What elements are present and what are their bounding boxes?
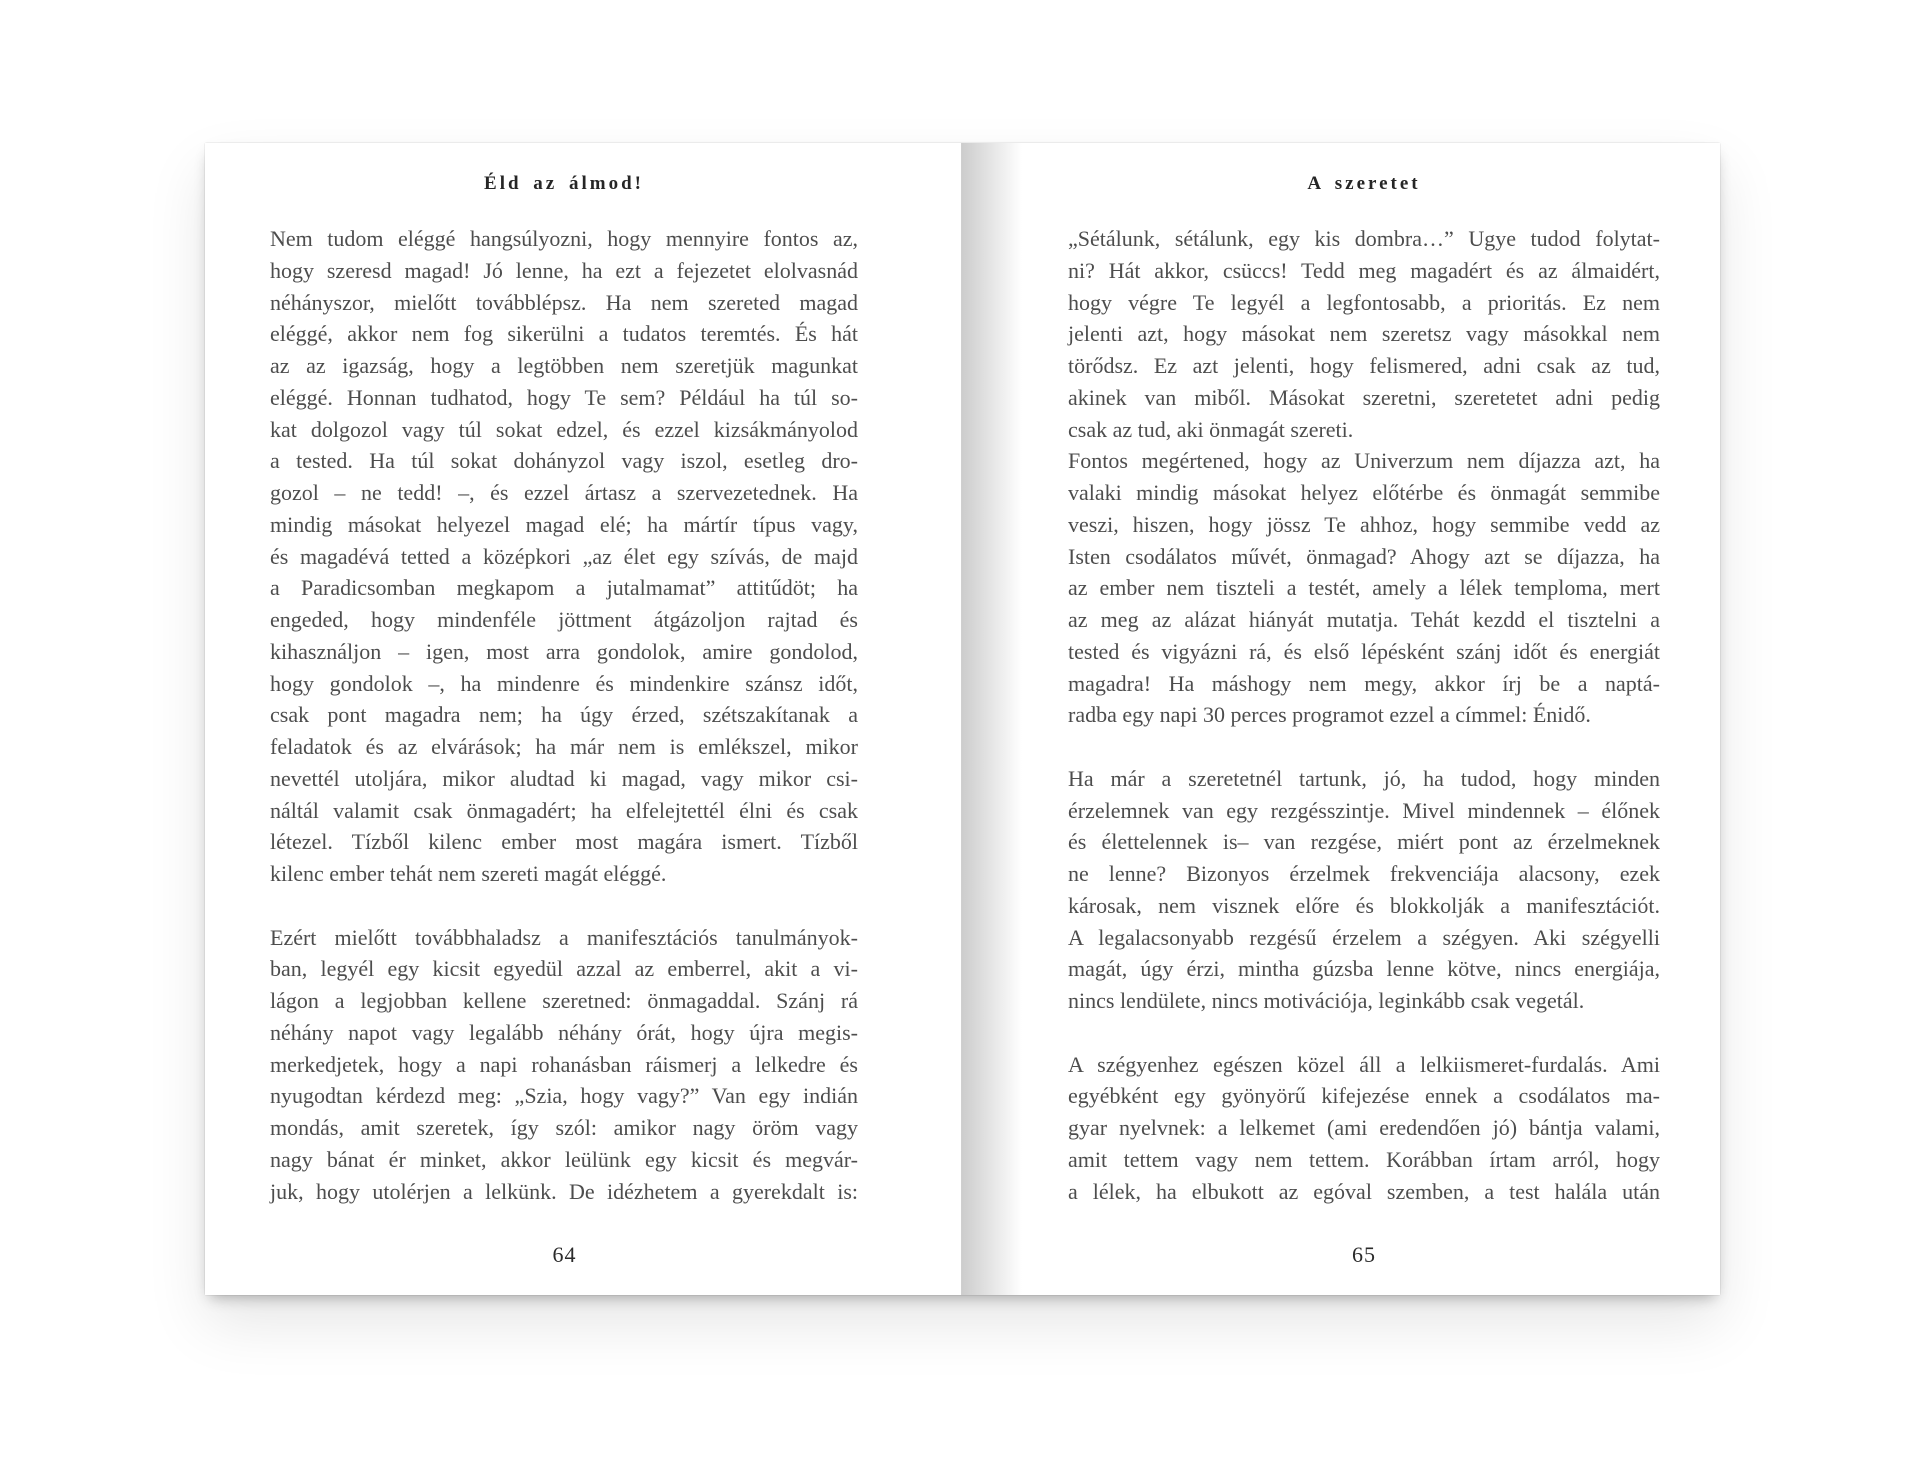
text-line: az meg az alázat hiányát mutatja. Tehát kezdd el tisztelni a: [1068, 607, 1660, 632]
text-line: A legalacsonyabb rezgésű érzelem a szégyen. Aki szégyelli: [1068, 924, 1660, 950]
paragraph: [270, 922, 858, 1208]
text-line: hogy gondolok –, ha mindenre és mindenkire szánsz időt,: [270, 670, 858, 696]
right-page-body: [1068, 223, 1660, 1207]
text-line: mindig másokat helyezel magad elé; ha mártír típus vagy,: [270, 511, 858, 537]
text-line: a lélek, ha elbukott az egóval szemben, a test halála után: [1068, 1178, 1660, 1204]
text-line: Fontos megértened, hogy az Univerzum nem díjazza azt, ha: [1068, 448, 1660, 474]
text-line: csak pont magadra nem; ha úgy érzed, szétszakítanak a: [270, 702, 858, 728]
left-page-number: 64: [552, 1242, 577, 1267]
text-line: Ha már a szeretetnél tartunk, jó, ha tudod, hogy minden: [1068, 765, 1660, 791]
text-line: radba egy napi 30 perces programot ezzel a címmel: Énidő.: [1068, 702, 1591, 728]
text-line: „Sétálunk, sétálunk, egy kis dombra…” Ugye tudod folytat-: [1068, 226, 1660, 251]
right-page-number: 65: [1352, 1242, 1376, 1267]
page-left: [205, 143, 962, 1295]
right-running-header: A szeretet: [1307, 173, 1421, 194]
page-right: [962, 143, 1720, 1295]
paragraph: [1068, 223, 1660, 445]
text-line: hogy végre Te legyél a legfontosabb, a prioritás. Ez nem: [1068, 289, 1660, 315]
paragraph: [1068, 445, 1660, 731]
text-line: és élettelennek is– van rezgése, miért pont az érzelmeknek: [1068, 829, 1660, 855]
text-line: nincs lendülete, nincs motivációja, leginkább csak vegetál.: [1068, 988, 1585, 1013]
text-line: az az igazság, hogy a legtöbben nem szeretjük magunkat: [270, 353, 858, 378]
text-line: néhány napot vagy legalább néhány órát, hogy újra megis-: [270, 1019, 858, 1045]
left-page-body: [270, 223, 858, 1207]
text-line: törődsz. Ez azt jelenti, hogy felismered, adni csak az tud,: [1068, 353, 1660, 378]
paragraph: [270, 223, 858, 890]
text-line: juk, hogy utolérjen a lelkünk. De idézhetem a gyerekdalt is:: [270, 1178, 858, 1204]
text-line: a Paradicsomban megkapom a jutalmamat” attitűdöt; ha: [270, 575, 858, 601]
paragraph: [1068, 1049, 1660, 1208]
text-line: kat dolgozol vagy túl sokat edzel, és ezzel kizsákmányolod: [270, 416, 858, 442]
text-line: gozol – ne tedd! –, és ezzel ártasz a szervezetednek. Ha: [270, 480, 858, 505]
text-line: tested és vigyázni rá, és első lépésként szánj időt és energiát: [1068, 638, 1660, 664]
text-line: nagy bánat ér minket, akkor leülünk egy kicsit és megvár-: [270, 1146, 858, 1172]
text-line: kihasználjon – igen, most arra gondolok, amire gondolod,: [270, 638, 858, 664]
text-line: amit tettem vagy nem tettem. Korábban írtam arról, hogy: [1068, 1146, 1660, 1172]
text-line: A szégyenhez egészen közel áll a lelkiismeret-furdalás. Ami: [1068, 1051, 1660, 1077]
text-line: engeded, hogy mindenféle jöttment átgázoljon rajtad és: [270, 607, 858, 632]
text-line: gyar nyelvnek: a lelkemet (ami eredendően jó) bántja valami,: [1068, 1115, 1660, 1140]
text-line: veszi, hiszen, hogy jössz Te ahhoz, hogy semmibe vedd az: [1068, 511, 1660, 537]
text-line: csak az tud, aki önmagát szereti.: [1068, 416, 1354, 442]
book-spread: [205, 143, 1720, 1295]
text-line: eléggé. Honnan tudhatod, hogy Te sem? Például ha túl so-: [270, 384, 858, 410]
text-line: mondás, amit szeretek, így szól: amikor nagy öröm vagy: [270, 1115, 858, 1140]
text-line: merkedjetek, hogy a napi rohanásban ráismerj a lelkedre és: [270, 1051, 858, 1077]
text-line: ni? Hát akkor, csüccs! Tedd meg magadért és az álmaidért,: [1068, 257, 1660, 283]
text-line: lágon a legjobban kellene szeretned: önmagaddal. Szánj rá: [270, 988, 858, 1013]
text-line: károsak, nem visznek előre és blokkolják a manifesztációt.: [1068, 892, 1660, 918]
text-line: magát, úgy érzi, mintha gúzsba lenne kötve, nincs energiája,: [1068, 956, 1660, 982]
text-line: jelenti azt, hogy másokat nem szeretsz vagy másokkal nem: [1068, 321, 1660, 347]
text-line: Ezért mielőtt továbbhaladsz a manifesztációs tanulmányok-: [270, 924, 858, 950]
text-line: magadra! Ha máshogy nem megy, akkor írj be a naptá-: [1068, 670, 1660, 696]
text-line: kilenc ember tehát nem szereti magát eléggé.: [270, 861, 667, 886]
text-line: nyugodtan kérdezd meg: „Szia, hogy vagy?” Van egy indián: [270, 1083, 858, 1109]
text-line: érzelemnek van egy rezgésszintje. Mivel mindennek – élőnek: [1068, 797, 1660, 823]
text-line: ban, legyél egy kicsit egyedül azzal az emberrel, akit a vi-: [270, 956, 858, 982]
text-line: nevettél utoljára, mikor aludtad ki magad, vagy mikor csi-: [270, 765, 858, 791]
left-running-header: Éld az álmod!: [484, 173, 644, 194]
text-line: akinek van miből. Másokat szeretni, szeretetet adni pedig: [1068, 384, 1660, 410]
text-line: hogy szeresd magad! Jó lenne, ha ezt a fejezetet elolvasnád: [270, 257, 858, 283]
text-line: feladatok és az elvárások; ha már nem is emlékszel, mikor: [270, 734, 858, 759]
text-line: az ember nem tiszteli a testét, amely a lélek temploma, mert: [1068, 575, 1660, 601]
text-line: náltál valamit csak önmagadért; ha elfelejtettél élni és csak: [270, 797, 858, 823]
text-line: és magadévá tetted a középkori „az élet egy szívás, de majd: [270, 543, 858, 569]
text-line: létezel. Tízből kilenc ember most magára ismert. Tízből: [270, 829, 858, 855]
text-line: eléggé, akkor nem fog sikerülni a tudatos teremtés. És hát: [270, 321, 858, 347]
paragraph: [1068, 763, 1660, 1017]
text-line: ne lenne? Bizonyos érzelmek frekvenciája alacsony, ezek: [1068, 861, 1660, 886]
text-line: Nem tudom eléggé hangsúlyozni, hogy mennyire fontos az,: [270, 226, 858, 251]
text-line: néhányszor, mielőtt továbblépsz. Ha nem szereted magad: [270, 289, 858, 315]
text-line: valaki mindig másokat helyez előtérbe és önmagát semmibe: [1068, 480, 1660, 505]
text-line: Isten csodálatos művét, önmagad? Ahogy azt se díjazza, ha: [1068, 543, 1660, 569]
text-line: a tested. Ha túl sokat dohányzol vagy iszol, esetleg dro-: [270, 448, 858, 474]
text-line: egyébként egy gyönyörű kifejezése ennek a csodálatos ma-: [1068, 1083, 1660, 1109]
